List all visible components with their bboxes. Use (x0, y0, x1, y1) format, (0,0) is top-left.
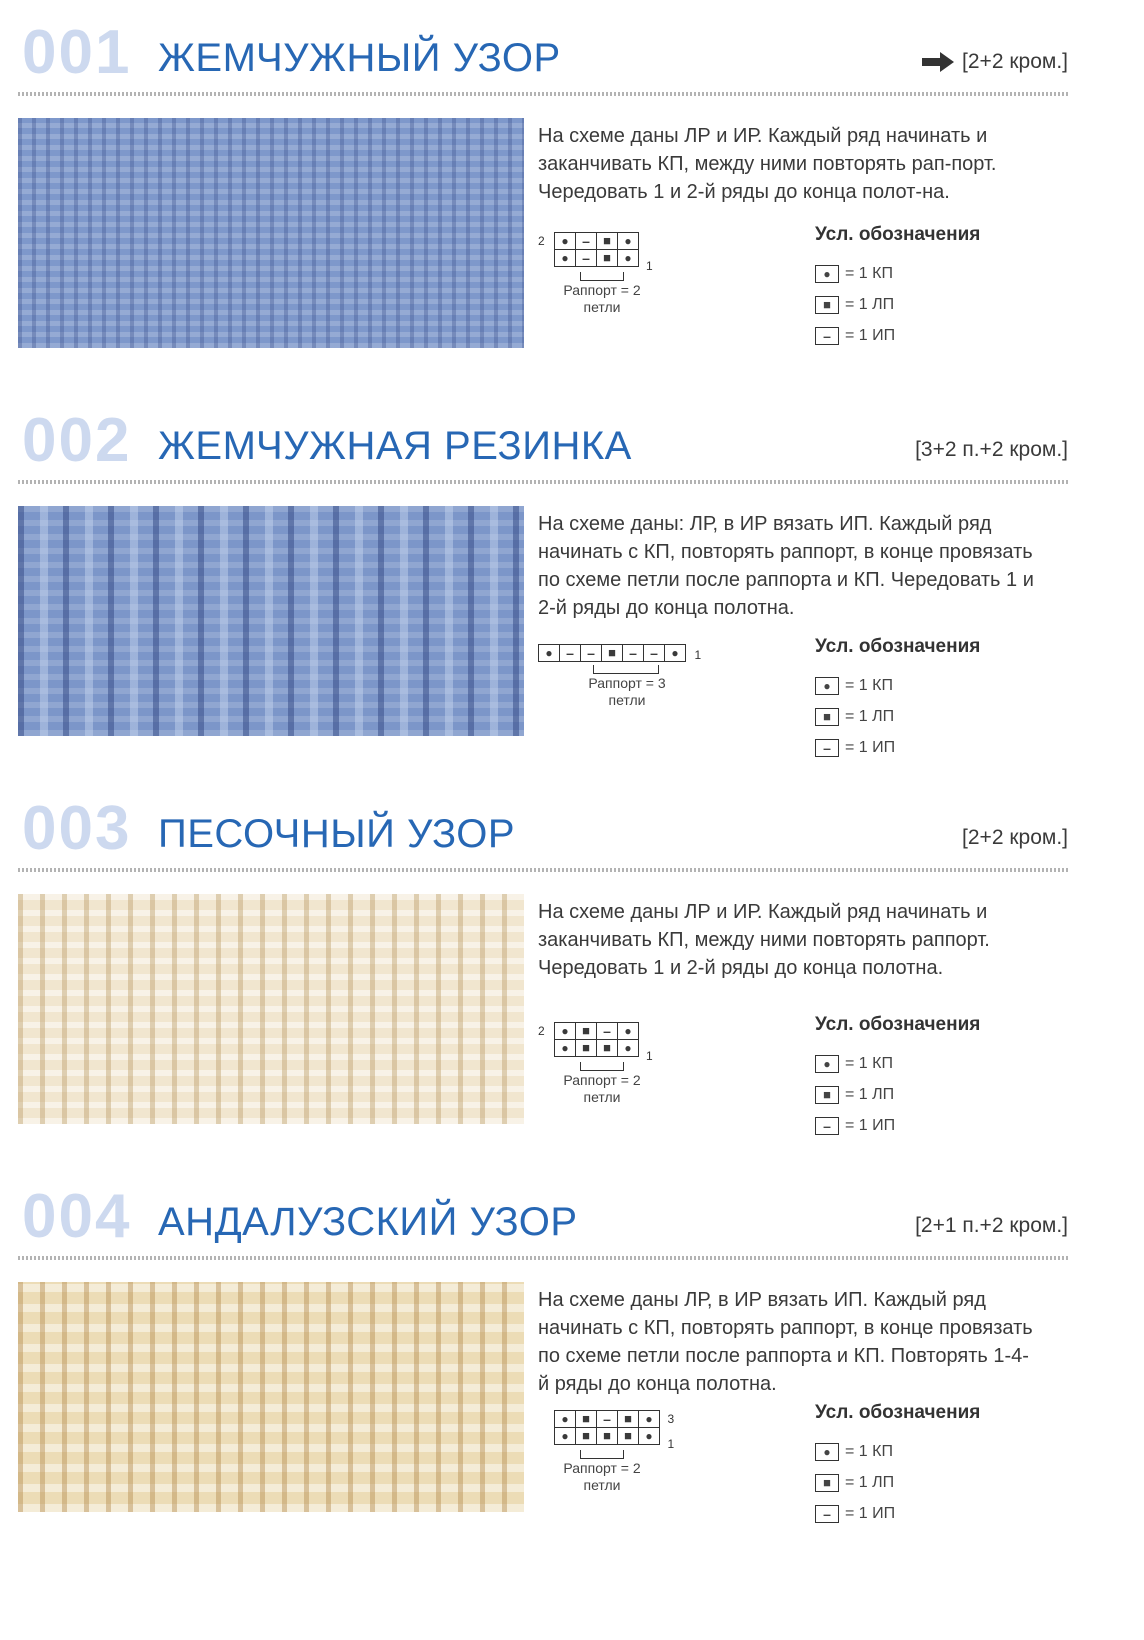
legend-label: = 1 КП (845, 676, 893, 694)
pattern-title: ЖЕМЧУЖНЫЙ УЗОР (158, 36, 561, 80)
legend (815, 224, 1045, 351)
rapport-label: Раппорт = 2 петли (563, 282, 641, 315)
legend-item (815, 670, 1045, 701)
knitting-sample-photo (18, 118, 524, 348)
legend-symbol-dot (815, 677, 839, 695)
pattern-section (18, 794, 1068, 1198)
legend-item (815, 1110, 1045, 1141)
pattern-section (18, 18, 1068, 422)
chart-cell-sq (602, 645, 623, 662)
legend-item (815, 1048, 1045, 1079)
chart-row (555, 233, 639, 250)
chart-grid (538, 644, 686, 662)
dotted-divider (18, 1256, 1068, 1260)
legend-symbol-dash (815, 739, 839, 757)
chart-grid (554, 1022, 639, 1057)
legend-label: = 1 КП (845, 264, 893, 282)
stitch-count (915, 438, 1068, 462)
legend (815, 636, 1045, 763)
legend-label: = 1 ИП (845, 326, 896, 344)
stitch-count-text: [2+1 п.+2 кром.] (915, 1214, 1068, 1237)
rapport-bracket (580, 272, 624, 281)
legend-label: = 1 ЛП (845, 1473, 895, 1491)
legend-symbol-dot (815, 1443, 839, 1461)
pattern-title: ЖЕМЧУЖНАЯ РЕЗИНКА (158, 424, 632, 468)
knitting-chart (538, 1410, 738, 1500)
chart-row (539, 645, 686, 662)
row-number: 1 (646, 259, 653, 273)
chart-cell-dash (576, 233, 597, 250)
legend-item (815, 258, 1045, 289)
dotted-divider (18, 92, 1068, 96)
pattern-section (18, 1182, 1068, 1586)
pattern-description: На схеме даны: ЛР, в ИР вязать ИП. Каждый ряд начинать с КП, повторять раппорт, в конце провязать по схеме петли после раппорта и КП. Чередовать 1 и 2-й ряды до конца полотна. (538, 513, 1034, 619)
chart-grid (554, 232, 639, 267)
pattern-number: 001 (22, 18, 132, 87)
row-number: 1 (646, 1049, 653, 1063)
row-number: 2 (538, 234, 545, 248)
stitch-count-text: [3+2 п.+2 кром.] (915, 438, 1068, 461)
chart-cell-dot (555, 250, 576, 267)
stitch-count (915, 1214, 1068, 1238)
chart-row (555, 1428, 660, 1445)
dotted-divider (18, 868, 1068, 872)
legend-item (815, 1498, 1045, 1529)
legend-label: = 1 КП (845, 1054, 893, 1072)
stitch-count-text: [2+2 кром.] (962, 50, 1068, 73)
legend-label: = 1 ЛП (845, 295, 895, 313)
row-number: 1 (694, 648, 702, 662)
chart-cell-sq (597, 1428, 618, 1445)
pattern-number: 002 (22, 406, 132, 475)
row-number: 2 (538, 1024, 545, 1038)
rapport-bracket (593, 665, 659, 674)
legend-symbol-sq (815, 1086, 839, 1104)
rapport-label: Раппорт = 2 петли (563, 1072, 641, 1105)
knitting-sample-photo (18, 894, 524, 1124)
legend-title: Усл. обозначения (815, 224, 981, 245)
chart-cell-dash (623, 645, 644, 662)
knitting-sample-photo (18, 506, 524, 736)
chart-cell-dash (581, 645, 602, 662)
chart-cell-sq (618, 1428, 639, 1445)
legend-item (815, 1079, 1045, 1110)
chart-cell-dot (618, 250, 639, 267)
chart-cell-dash (597, 1411, 618, 1428)
legend (815, 1014, 1045, 1141)
chart-row (555, 1411, 660, 1428)
legend-item (815, 701, 1045, 732)
legend-label: = 1 ЛП (845, 707, 895, 725)
section-header (18, 794, 1068, 863)
row-number: 1 (667, 1437, 675, 1451)
chart-cell-sq (576, 1428, 597, 1445)
chart-cell-sq (597, 250, 618, 267)
chart-cell-sq (618, 1411, 639, 1428)
legend-symbol-dash (815, 1117, 839, 1135)
chart-cell-dot (555, 233, 576, 250)
chart-grid (554, 1410, 660, 1445)
legend-symbol-dot (815, 1055, 839, 1073)
pattern-title: ПЕСОЧНЫЙ УЗОР (158, 812, 516, 856)
knitting-chart (538, 232, 738, 322)
legend-item (815, 732, 1045, 763)
legend-label: = 1 ИП (845, 1116, 896, 1134)
knitting-chart (538, 1022, 738, 1112)
pattern-number: 003 (22, 794, 132, 863)
legend (815, 1402, 1045, 1529)
arrow-right-icon (922, 52, 954, 72)
chart-cell-sq (576, 1411, 597, 1428)
legend-item (815, 289, 1045, 320)
knitting-chart (538, 644, 738, 734)
legend-symbol-dot (815, 265, 839, 283)
pattern-number: 004 (22, 1182, 132, 1251)
stitch-count (922, 50, 1068, 74)
section-header (18, 18, 1068, 87)
stitch-count-text: [2+2 кром.] (962, 826, 1068, 849)
legend-label: = 1 ИП (845, 1504, 896, 1522)
pattern-description: На схеме даны ЛР и ИР. Каждый ряд начинать и заканчивать КП, между ними повторять раппорт. Чередовать 1 и 2-й ряды до конца полотна. (538, 901, 990, 979)
stitch-count (962, 826, 1068, 850)
chart-cell-dash (597, 1023, 618, 1040)
chart-cell-dot (555, 1023, 576, 1040)
legend-symbol-sq (815, 296, 839, 314)
rapport-label: Раппорт = 2 петли (563, 1460, 641, 1493)
legend-label: = 1 ЛП (845, 1085, 895, 1103)
chart-cell-dot (665, 645, 686, 662)
legend-item (815, 320, 1045, 351)
chart-cell-dot (618, 233, 639, 250)
pattern-title: АНДАЛУЗСКИЙ УЗОР (158, 1200, 578, 1244)
chart-row (555, 1023, 639, 1040)
legend-item (815, 1436, 1045, 1467)
pattern-section (18, 406, 1068, 810)
rapport-bracket (580, 1062, 624, 1071)
chart-row (555, 1040, 639, 1057)
chart-cell-dash (560, 645, 581, 662)
rapport-label: Раппорт = 3 петли (588, 675, 666, 708)
dotted-divider (18, 480, 1068, 484)
chart-cell-dot (639, 1411, 660, 1428)
chart-cell-sq (597, 233, 618, 250)
legend-title: Усл. обозначения (815, 636, 981, 657)
legend-symbol-dash (815, 1505, 839, 1523)
chart-cell-dot (618, 1040, 639, 1057)
chart-cell-sq (597, 1040, 618, 1057)
legend-symbol-sq (815, 708, 839, 726)
chart-cell-sq (576, 1023, 597, 1040)
knitting-sample-photo (18, 1282, 524, 1512)
legend-symbol-dash (815, 327, 839, 345)
section-header (18, 406, 1068, 475)
chart-cell-dot (539, 645, 560, 662)
chart-cell-dot (555, 1040, 576, 1057)
chart-cell-dot (618, 1023, 639, 1040)
legend-title: Усл. обозначения (815, 1402, 981, 1423)
chart-cell-dash (576, 250, 597, 267)
legend-symbol-sq (815, 1474, 839, 1492)
section-header (18, 1182, 1068, 1251)
legend-item (815, 1467, 1045, 1498)
chart-cell-sq (576, 1040, 597, 1057)
chart-row (555, 250, 639, 267)
legend-label: = 1 КП (845, 1442, 893, 1460)
row-number: 3 (667, 1412, 675, 1426)
chart-cell-dot (555, 1428, 576, 1445)
legend-title: Усл. обозначения (815, 1014, 981, 1035)
legend-label: = 1 ИП (845, 738, 896, 756)
pattern-description: На схеме даны ЛР, в ИР вязать ИП. Каждый ряд начинать с КП, повторять раппорт, в конце провязать по схеме петли после раппорта и КП. Повторять 1-4-й ряды до конца полотна. (538, 1289, 1033, 1395)
chart-cell-dot (555, 1411, 576, 1428)
pattern-description: На схеме даны ЛР и ИР. Каждый ряд начинать и заканчивать КП, между ними повторять рап-порт. Чередовать 1 и 2-й ряды до конца полот-на. (538, 125, 997, 203)
rapport-bracket (580, 1450, 624, 1459)
chart-cell-dot (639, 1428, 660, 1445)
chart-cell-dash (644, 645, 665, 662)
